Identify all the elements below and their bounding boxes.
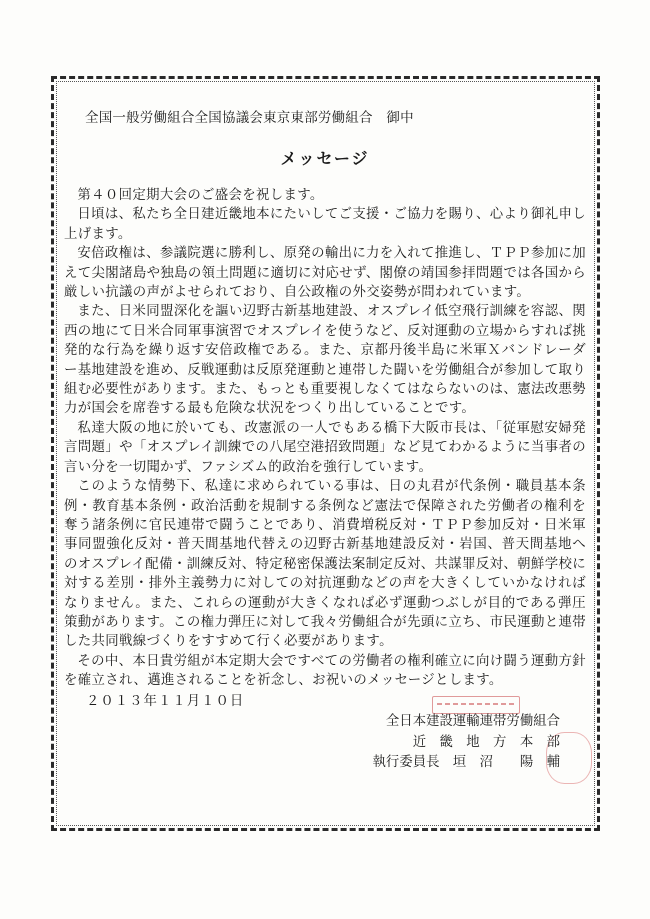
signature-branch: 近 畿 地 方 本 部 <box>412 734 560 750</box>
paragraph-greeting: 第４０回定期大会のご盛会を祝します。 <box>77 188 324 203</box>
signature-signer: 執行委員長 垣 沼 陽 輔 <box>372 755 560 770</box>
paragraph-abe-government: 安倍政権は、参議院選に勝利し、原発の輸出に力を入れて推進し、ＴＰＰ参加に加えて尖閣諸島や独島の領土問題に適切に対応せず、閣僚の靖国参拝問題では各国から厳しい抗議の声がよせられており、自公政権の外交姿勢が問われています。 <box>64 246 586 301</box>
document-date: ２０１３年１１月１０日 <box>86 694 245 709</box>
signature-block <box>373 712 560 774</box>
paragraph-demands: このような情勢下、私達に求められている事は、日の丸君が代条例・職員基本条例・教育基本条例・政治活動を規制する条例など憲法で保障された労働者の権利を奪う諸条例に官民連帯で闘うことであり、消費増税反対・ＴＰＰ参加反対・日米軍事同盟強化反対・普天間基地代替えの辺野古新基地建設反対・岩国、普天間基地へのオスプレイ配備・訓練反対、特定秘密保護法案制定反対、共謀罪反対、朝鮮学校に対する差別・排外主義勢力に対しての対抗運動などの声を大きくしていかなければなりません。また、これらの運動が大きくなれば必ず運動つぶしが目的である弾圧策動があります。この権力弾圧に対して我々労働組合が先頭に立ち、市民運動と連帯した共同戦線づくりをすすめて行く必要があります。 <box>64 479 586 650</box>
message-body <box>64 186 586 691</box>
signature-organization: 全日本建設運輸連帯労働組合 <box>385 714 560 729</box>
addressee: 全国一般労働組合全国協議会東京東部労働組合 御中 <box>85 110 414 126</box>
document-title: メッセージ <box>280 149 370 168</box>
paragraph-thanks: 日頃は、私たち全日建近畿地本にたいしてご支援・ご協力を賜り、心より御礼申し上げます。 <box>64 207 586 242</box>
paragraph-us-japan-alliance: また、日米同盟深化を謳い辺野古新基地建設、オスプレイ低空飛行訓練を容認、関西の地にて日米合同軍事演習でオスプレイを使うなど、反対運動の立場からすれば挑発的な行為を繰り返す安倍政権である。また、京都丹後半島に米軍Ｘバンドレーダー基地建設を進め、反戦運動は反原発運動と連帯した闘いを労働組合が参加して取り組む必要性があります。また、もっとも重要視しなくてはならないのは、憲法改悪勢力が国会を席巻する最も危険な状況をつくり出していることです。 <box>64 304 586 417</box>
paragraph-closing: その中、本日貴労組が本定期大会ですべての労働者の権利確立に向け闘う運動方針を確立され、邁進されることを祈念し、お祝いのメッセージとします。 <box>64 653 586 689</box>
paragraph-osaka: 私達大阪の地に於いても、改憲派の一人でもある橋下大阪市長は、「従軍慰安婦発言問題」や「オスプレイ訓練での八尾空港招致問題」など見てわかるように当事者の言い分を一切聞かず、ファシズム的政治を強行しています。 <box>64 420 586 475</box>
